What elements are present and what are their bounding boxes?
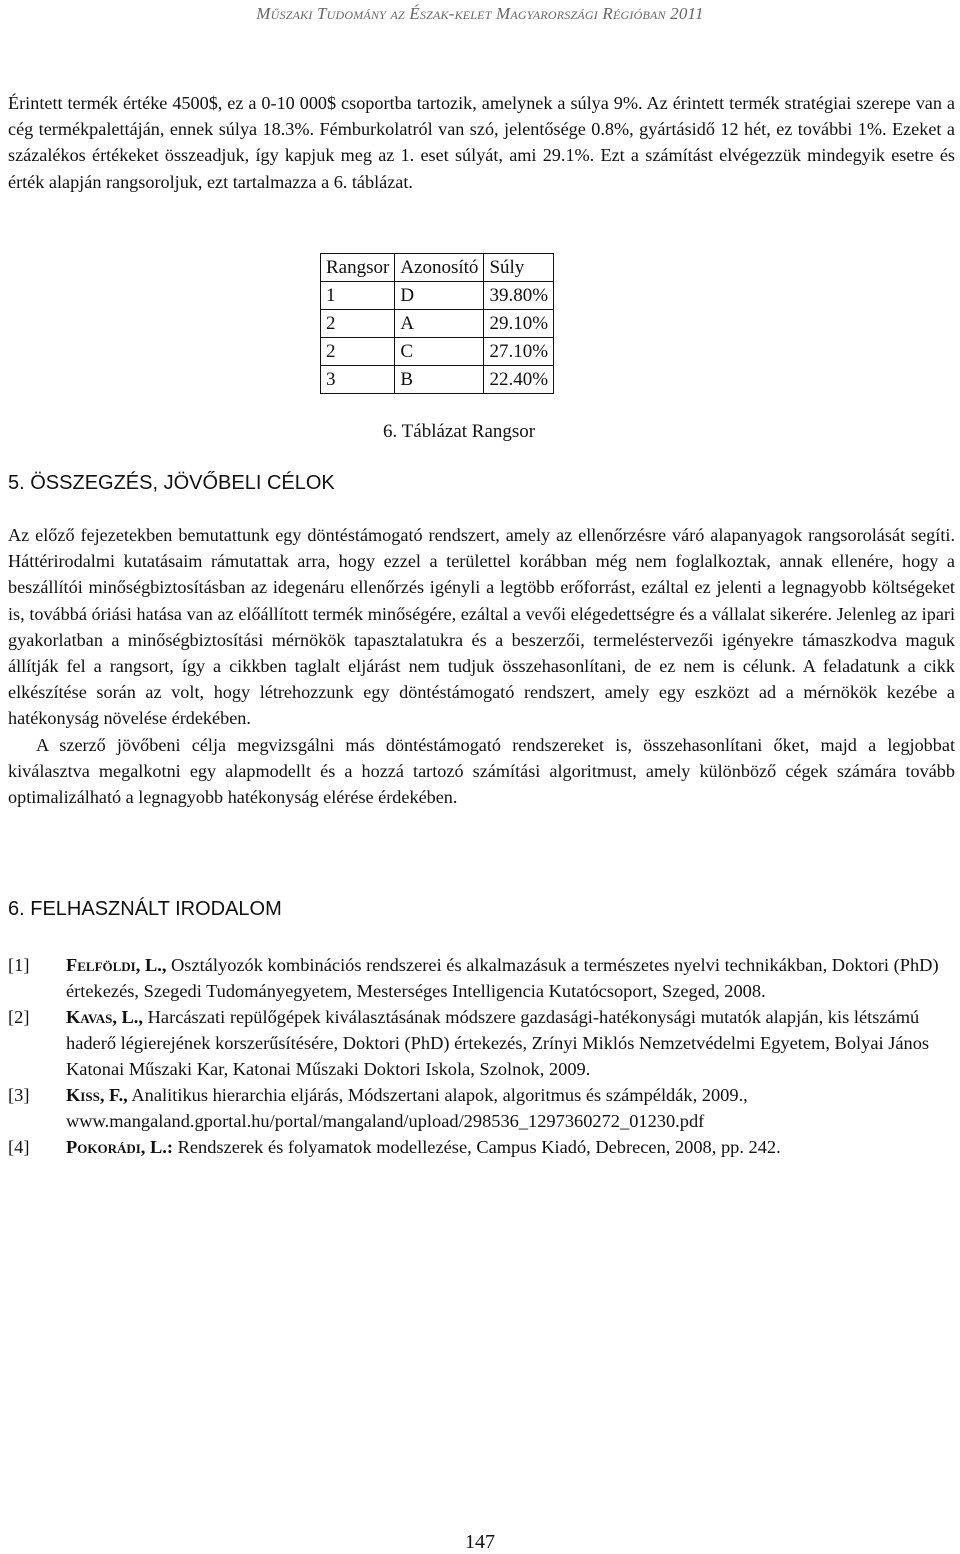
table-header-cell: Rangsor: [321, 254, 395, 282]
table-row: [321, 366, 554, 394]
table-cell: 2: [321, 310, 395, 338]
reference-text: Analitikus hierarchia eljárás, Módszertani alapok, algoritmus és számpéldák, 2009., www.mangaland.gportal.hu/portal/mangaland/upload/298536_1297360272_01230.pdf: [66, 1085, 748, 1131]
table-header-cell: Azonosító: [395, 254, 484, 282]
table-row: [321, 338, 554, 366]
table-cell: 22.40%: [484, 366, 554, 394]
reference-text: Osztályozók kombinációs rendszerei és alkalmazásuk a természetes nyelvi technikákban, Doktori (PhD) értekezés, Szegedi Tudományegyetem, Mesterséges Intelligencia Kutatócsoport, Szeged, 2008.: [66, 955, 939, 1001]
table-cell: 2: [321, 338, 395, 366]
table-cell: D: [395, 282, 484, 310]
table-row: [321, 310, 554, 338]
intro-text: Érintett termék értéke 4500$, ez a 0-10 000$ csoportba tartozik, amelynek a súlya 9%. Az érintett termék stratégiai szerepe van a cég termékpalettáján, ennek súlya 18.3%. Fémburkolatról van szó, jelentősége 0.8%, gyártásidő 12 hét, ez további 1%. Ezeket a százalékos értékeket összeadjuk, így kapjuk meg az 1. eset súlyát, ami 29.1%. Ezt a számítást elvégezzük mindegyik esetre és érték alapján rangsoroljuk, ezt tartalmazza a 6. táblázat.: [8, 93, 955, 192]
section-5-body: [8, 522, 955, 810]
intro-paragraph: [8, 90, 955, 195]
table-cell: 39.80%: [484, 282, 554, 310]
table-cell: B: [395, 366, 484, 394]
table-cell: 3: [321, 366, 395, 394]
page-number: 147: [465, 1531, 495, 1553]
table-cell: C: [395, 338, 484, 366]
reference-text: Rendszerek és folyamatok modellezése, Campus Kiadó, Debrecen, 2008, pp. 242.: [172, 1137, 781, 1157]
reference-author: Felföldi, L.: [66, 955, 162, 975]
reference-number: [1]: [8, 955, 30, 975]
table-cell: 27.10%: [484, 338, 554, 366]
reference-number: [3]: [8, 1085, 30, 1105]
section-5-heading: 5. ÖSSZEGZÉS, JÖVŐBELI CÉLOK: [8, 472, 335, 494]
reference-number: [2]: [8, 1007, 30, 1027]
section-5-paragraph-1: Az előző fejezetekben bemutattunk egy döntéstámogató rendszert, amely az ellenőrzésre váró alapanyagok rangsorolását segíti. Háttérirodalmi kutatásaim rámutattak arra, hogy ezzel a területtel korábban még nem foglalkoztak, annak ellenére, hogy a beszállítói minőségbiztosításban az idegenáru ellenőrzés igényli a legtöbb erőforrást, ezáltal ez jelenti a legnagyobb költségeket is, továbbá óriási hatása van az előállított termék minőségére, ezáltal a vevői elégedettségre és a vállalat sikerére. Jelenleg az ipari gyakorlatban a minőségbiztosítási mérnökök tapasztalatukra és a beszerzői, termeléstervezői igényekre támaszkodva maguk állítják fel a rangsort, így a cikkben taglalt eljárást nem tudjuk összehasonlítani, de ez nem is célunk. A feladatunk a cikk elkészítése során az volt, hogy létrehozzunk egy döntéstámogató rendszert, amely egy eszközt ad a mérnökök kezébe a hatékonyság növelése érdekében.: [8, 525, 955, 729]
reference-item: [8, 1134, 955, 1160]
reference-separator: ,: [138, 1007, 144, 1027]
reference-item: [8, 1004, 955, 1082]
reference-author: Kiss, F.: [66, 1085, 124, 1105]
ranking-table-wrapper: [320, 253, 554, 394]
ranking-table: [320, 253, 554, 394]
table-header-row: [321, 254, 554, 282]
reference-number: [4]: [8, 1137, 30, 1157]
table-cell: 29.10%: [484, 310, 554, 338]
table-caption: 6. Táblázat Rangsor: [383, 421, 536, 442]
section-6-heading: 6. FELHASZNÁLT IRODALOM: [8, 898, 282, 920]
reference-list: [8, 952, 955, 1160]
reference-separator: ,: [123, 1085, 128, 1105]
table-cell: 1: [321, 282, 395, 310]
reference-separator: :: [166, 1137, 173, 1157]
reference-author: Pokorádi, L.: [66, 1137, 167, 1157]
running-header: Műszaki Tudomány az Észak-kelet Magyarországi Régióban 2011: [256, 4, 704, 23]
reference-separator: ,: [161, 955, 167, 975]
table-row: [321, 282, 554, 310]
table-header-cell: Súly: [484, 254, 554, 282]
reference-item: [8, 1082, 955, 1134]
reference-text: Harcászati repülőgépek kiválasztásának módszere gazdasági-hatékonysági mutatók alapján, kis létszámú haderő légierejének korszerűsítésére, Doktori (PhD) értekezés, Zrínyi Miklós Nemzetvédelmi Egyetem, Bolyai János Katonai Műszaki Kar, Katonai Műszaki Doktori Iskola, Szolnok, 2009.: [66, 1007, 930, 1079]
reference-item: [8, 952, 955, 1004]
table-cell: A: [395, 310, 484, 338]
reference-author: Kavas, L.: [66, 1007, 139, 1027]
section-5-paragraph-2: A szerző jövőbeni célja megvizsgálni más döntéstámogató rendszereket is, összehasonlítani őket, majd a legjobbat kiválasztva megalkotni egy alapmodellt és a hozzá tartozó számítási algoritmust, amely különböző cégek számára tovább optimalizálható a legnagyobb hatékonyság elérése érdekében.: [8, 734, 955, 808]
